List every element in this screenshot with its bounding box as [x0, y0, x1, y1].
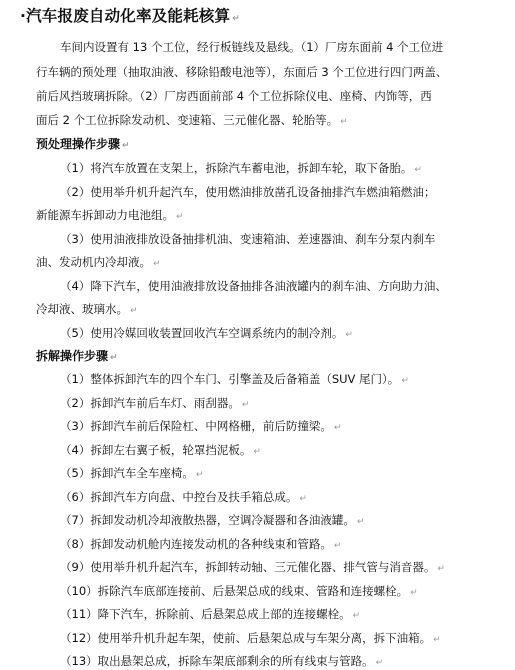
dismantling-step: （5）拆卸汽车全车座椅。 ↵: [60, 466, 204, 480]
dismantling-step: （8）拆卸发动机舱内连接发动机的各种线束和管路。 ↵: [60, 537, 342, 551]
pretreatment-step: 油、发动机内冷却液。 ↵: [36, 255, 161, 269]
paragraph-mark-icon: ↵: [375, 658, 384, 668]
pretreatment-step: （1）将汽车放置在支架上，拆除汽车蓄电池，拆卸车轮，取下备胎。 ↵: [60, 161, 422, 175]
pretreatment-step: （2）使用举升机升起汽车，使用燃油排放凿孔设备抽排汽车燃油箱燃油；: [60, 185, 436, 199]
paragraph-mark-icon: ↵: [345, 330, 353, 340]
paragraph-mark-icon: ↵: [410, 588, 418, 598]
paragraph-mark-icon: ↵: [299, 494, 307, 504]
intro-line: 面后 2 个工位拆除发动机、变速箱、三元催化器、轮胎等。 ↵: [36, 113, 348, 127]
dismantling-step: （10）拆除汽车底部连接前、后悬架总成的线束、管路和连接螺栓。 ↵: [60, 584, 418, 598]
paragraph-mark-icon: ↵: [195, 470, 204, 480]
dismantling-step: （11）降下汽车，拆除前、后悬架总成上部的连接螺栓。 ↵: [60, 607, 361, 621]
dismantling-step: （3）拆卸汽车前后保险杠、中网格栅，前后防撞梁。 ↵: [60, 419, 342, 433]
dismantling-step: （4）拆卸左右翼子板，轮罩挡泥板。 ↵: [60, 443, 261, 457]
pretreatment-step: （4）降下汽车，使用油液排放设备抽排各油液罐内的刹车油、方向助力油、: [60, 279, 447, 293]
paragraph-mark-icon: ↵: [176, 212, 184, 222]
pretreatment-heading: 预处理操作步骤 ↵: [36, 137, 130, 151]
dismantling-step: （6）拆卸汽车方向盘、中控台及扶手箱总成。 ↵: [60, 490, 307, 504]
paragraph-mark-icon: ↵: [130, 306, 138, 316]
pretreatment-step: 冷却液、玻璃水。 ↵: [36, 302, 138, 316]
pretreatment-step: （5）使用冷媒回收装置回收汽车空调系统内的制冷剂。 ↵: [60, 326, 353, 340]
paragraph-mark-icon: ↵: [253, 447, 261, 457]
dismantling-step: （13）取出悬架总成，拆除车架底部剩余的所有线束与管路。 ↵: [60, 654, 384, 668]
paragraph-mark-icon: ↵: [110, 353, 118, 363]
dismantling-step: （7）拆卸发动机冷却液散热器，空调冷凝器和各油液罐。 ↵: [60, 513, 365, 527]
paragraph-mark-icon: ↵: [356, 517, 365, 527]
paragraph-mark-icon: ↵: [241, 400, 250, 410]
dismantling-step: （1）整体拆卸汽车的四个车门、引擎盖及后备箱盖（SUV 尾门）。 ↵: [60, 372, 409, 386]
paragraph-mark-icon: ↵: [333, 541, 342, 551]
paragraph-mark-icon: ↵: [333, 423, 342, 433]
paragraph-mark-icon: ↵: [232, 14, 240, 24]
dismantling-step: （12）使用举升机升起车架，使前、后悬架总成与车架分离，拆下油箱。 ↵: [60, 631, 441, 645]
intro-line: 车间内设置有 13 个工位，经行板链线及悬线。（1）厂房东面前 4 个工位进: [60, 40, 444, 54]
dismantling-heading: 拆解操作步骤 ↵: [36, 349, 118, 363]
paragraph-mark-icon: ↵: [414, 165, 422, 175]
dismantling-step: （2）拆卸汽车前后车灯、雨刮器。 ↵: [60, 396, 250, 410]
paragraph-mark-icon: ↵: [352, 611, 361, 621]
intro-line: 行车辆的预处理（抽取油液、移除铅酸电池等），东面后 3 个工位进行四门两盖、: [36, 65, 448, 79]
paragraph-mark-icon: ↵: [401, 376, 409, 386]
paragraph-mark-icon: ↵: [153, 259, 161, 269]
dismantling-step: （9）使用举升机升起汽车，拆卸转动轴、三元催化器、排气管与消音器。 ↵: [60, 560, 445, 574]
paragraph-mark-icon: ↵: [437, 564, 445, 574]
paragraph-mark-icon: ↵: [122, 141, 130, 151]
paragraph-mark-icon: ↵: [433, 635, 441, 645]
pretreatment-step: （3）使用油液排放设备抽排机油、变速箱油、差速器油、刹车分泵内刹车: [60, 232, 436, 246]
pretreatment-step: 新能源车拆卸动力电池组。 ↵: [36, 208, 184, 222]
intro-line: 前后风挡玻璃拆除。（2）厂房西面前部 4 个工位拆除仪电、座椅、内饰等，西: [36, 89, 432, 103]
paragraph-mark-icon: ↵: [340, 117, 348, 127]
document-title: ·汽车报废自动化率及能耗核算 ↵: [20, 7, 240, 25]
